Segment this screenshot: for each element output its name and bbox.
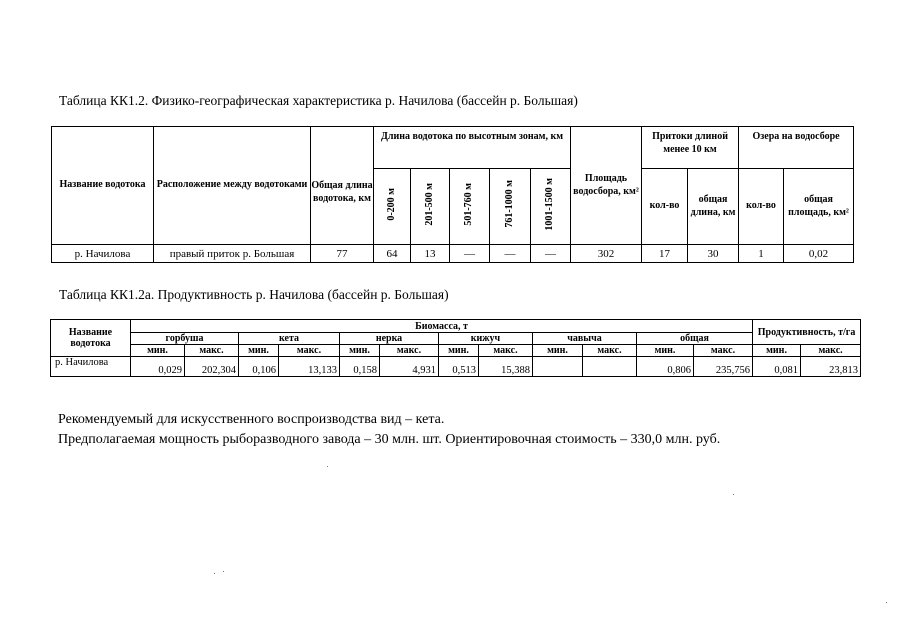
cell-total-length: 77 [311,245,374,263]
cell-area: 302 [571,245,642,263]
cell-zone: — [490,245,531,263]
cell-value: 235,756 [694,357,753,377]
header-tributaries-group: Притоки длиной менее 10 км [642,127,739,169]
header-max: макс. [479,345,533,357]
header-total-length: Общая длина водотока, км [311,127,374,245]
header-min: мин. [439,345,479,357]
recommendation-text: Рекомендуемый для искусственного воспроизводства вид – кета. [58,412,445,427]
cell-value: 0,806 [637,357,694,377]
header-max: макс. [380,345,439,357]
cell-zone: 64 [374,245,411,263]
header-name: Название водотока [52,127,154,245]
table-row [52,245,854,263]
header-area: Площадь водосбора, км² [571,127,642,245]
header-max: макс. [801,345,861,357]
cell-value [533,357,583,377]
header-species: общая [637,333,753,345]
header-min: мин. [533,345,583,357]
header-location: Расположение между водотоками [154,127,311,245]
cell-zone: — [531,245,571,263]
cell-value: 0,029 [131,357,185,377]
header-trib-length: общая длина, км [688,169,739,245]
header-lakes-area: общая площадь, км² [784,169,854,245]
cell-value: 0,158 [340,357,380,377]
header-zone-501-760: 501-760 м [463,182,475,226]
cell-lakes-count: 1 [739,245,784,263]
header-species: горбуша [131,333,239,345]
header-species: кижуч [439,333,533,345]
header-zone-761-1000: 761-1000 м [503,180,515,229]
header-productivity: Продуктивность, т/га [753,320,861,345]
header-species: нерка [340,333,439,345]
table-row [51,357,861,377]
table1-caption: Таблица КК1.2. Физико-географическая характеристика р. Начилова (бассейн р. Большая) [59,93,578,108]
header-min: мин. [340,345,380,357]
productivity-table [50,319,861,377]
cell-value: 0,513 [439,357,479,377]
cell-name: р. Начилова [52,245,154,263]
cell-lakes-area: 0,02 [784,245,854,263]
header-species: чавыча [533,333,637,345]
header-name: Название водотока [51,320,131,357]
cell-value [583,357,637,377]
cell-value: 0,106 [239,357,279,377]
cell-name: р. Начилова [51,357,131,377]
cell-zone: — [450,245,490,263]
cell-trib-length: 30 [688,245,739,263]
header-biomass: Биомасса, т [131,320,753,333]
cell-value: 0,081 [753,357,801,377]
header-min: мин. [637,345,694,357]
header-lakes-count: кол-во [739,169,784,245]
header-trib-count: кол-во [642,169,688,245]
header-zone-201-500: 201-500 м [423,182,435,226]
header-zones-group: Длина водотока по высотным зонам, км [374,127,571,169]
header-min: мин. [239,345,279,357]
header-zone-0-200: 0-200 м [385,187,397,221]
cell-value: 23,813 [801,357,861,377]
cell-zone: 13 [411,245,450,263]
capacity-text: Предполагаемая мощность рыборазводного завода – 30 млн. шт. Ориентировочная стоимость – 330,0 млн. руб. [58,432,721,447]
header-zone-1001-1500: 1001-1500 м [544,177,556,231]
header-min: мин. [753,345,801,357]
header-max: макс. [279,345,340,357]
header-max: макс. [583,345,637,357]
cell-value: 13,133 [279,357,340,377]
cell-trib-count: 17 [642,245,688,263]
cell-value: 15,388 [479,357,533,377]
cell-value: 202,304 [185,357,239,377]
physical-geographic-table [51,126,854,263]
cell-location: правый приток р. Большая [154,245,311,263]
header-species: кета [239,333,340,345]
header-max: макс. [694,345,753,357]
table2-caption: Таблица КК1.2а. Продуктивность р. Начилова (бассейн р. Большая) [59,287,449,302]
header-min: мин. [131,345,185,357]
header-lakes-group: Озера на водосборе [739,127,854,169]
cell-value: 4,931 [380,357,439,377]
header-max: макс. [185,345,239,357]
